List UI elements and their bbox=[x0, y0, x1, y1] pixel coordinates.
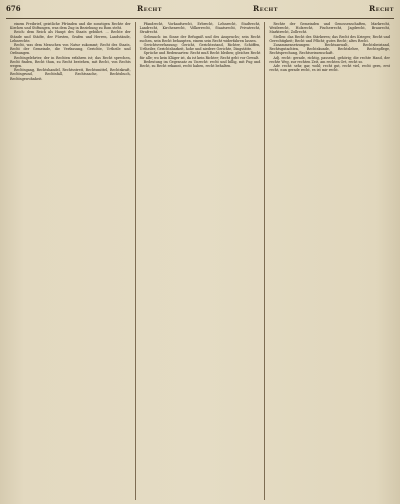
entry-paragraph: Rechte der Gemeinden und Genossenschaften, Markrecht, Weiderecht, Holzrecht, Fischerrecht, Jagdrecht, Braurecht, Marktrecht, Zollrecht. bbox=[269, 22, 391, 35]
column-middle bbox=[135, 22, 265, 500]
entry-paragraph: Sprüche und Redensarten: Recht muß Recht bleiben; gleiches Recht für alle; wo kein Kläger ist, da ist kein Richter; Recht geht vor Gewalt. bbox=[139, 51, 261, 60]
page-header bbox=[6, 4, 394, 19]
column-right bbox=[264, 22, 394, 500]
entry-paragraph: Stellen: das Recht des Stärkeren; das Recht des Krieges; Recht und Gerechtigkeit; Recht und Pflicht; gutes Recht; altes Recht. bbox=[269, 34, 391, 43]
entry-paragraph: einem Freibrief, geistliche Pfründen und die sonstigen Rechte der Kirchen und Stiftungen, was dem Zug in Beziehung zu Rom steht. bbox=[10, 22, 131, 31]
text-columns bbox=[6, 22, 394, 500]
entry-paragraph: Zusammensetzungen: Rechtsanwalt, Rechtsbeistand, Rechtsgutachten, Rechtskunde, Rechtslehre, Rechtspflege, Rechtsprechung, Rechtswissenschaft. bbox=[269, 43, 391, 56]
entry-paragraph: Bedeutung im Gegensatz zu Unrecht: recht und billig, mit Fug und Recht, zu Recht erkannt, recht haben, recht behalten. bbox=[139, 59, 261, 69]
entry-paragraph: Adv. recht: sehr, gar, wohl; recht gut, recht viel, recht gern, erst recht, nun gerade recht, es ist mir recht. bbox=[269, 64, 391, 73]
column-left bbox=[6, 22, 135, 500]
entry-paragraph: Gebrauch: im Sinne der Befugniß und des Anspruchs; sein Recht suchen, sein Recht behaupten, einem sein Recht widerfahren lassen. bbox=[139, 34, 261, 43]
entry-paragraph: Recht, was dem Menschen von Natur zukommt; Recht des Staats, Recht der Gemeinde, die Verfassung, Gerichte, Urtheile und Ordnungen. bbox=[10, 43, 131, 56]
running-head-left: Recht bbox=[137, 4, 162, 13]
entry-paragraph: Gerichtsverfassung: Gericht, Gerichtsstand, Richter, Schöffen, Urtheiler, Gerichtsbarkeit, hohe und niedere Gerichte, Dingstätte. bbox=[139, 43, 261, 52]
entry-paragraph: Rechtsgelehrter, der in Rechten erfahren ist; das Recht sprechen, Recht finden, Recht thun, zu Recht bestehen, mit Recht, von Rechts wegen. bbox=[10, 55, 131, 69]
entry-paragraph: Reich: dem Reich als Haupt des Staats gebührt. ... Rechte der Stände und Städte, der Fürsten, Grafen und Herren, Landstände, Lehnrechte. bbox=[10, 30, 131, 43]
page-number: 676 bbox=[6, 4, 21, 13]
entry-paragraph: Rechtsgang, Rechtshandel, Rechtsstreit, Rechtsmittel, Rechtskraft, Rechtsgrund, Rechtsfall, Rechtssache, Rechtsbuch, Rechtsgewohnheit. bbox=[10, 68, 131, 81]
running-head-center: Recht bbox=[253, 4, 278, 13]
entry-paragraph: Adj. recht: gerade, richtig, passend, gehörig; die rechte Hand, der rechte Weg, zur rechten Zeit, am rechten Ort, recht so. bbox=[269, 55, 391, 64]
running-head-right: Recht bbox=[369, 4, 394, 13]
entry-paragraph: Pfandrecht, Vorkaufsrecht, Erbrecht, Lehnrecht, Stadtrecht, Landrecht, Kirchenrecht, Völkerrecht, Staatsrecht, Privatrecht, Strafrecht. bbox=[139, 22, 261, 35]
